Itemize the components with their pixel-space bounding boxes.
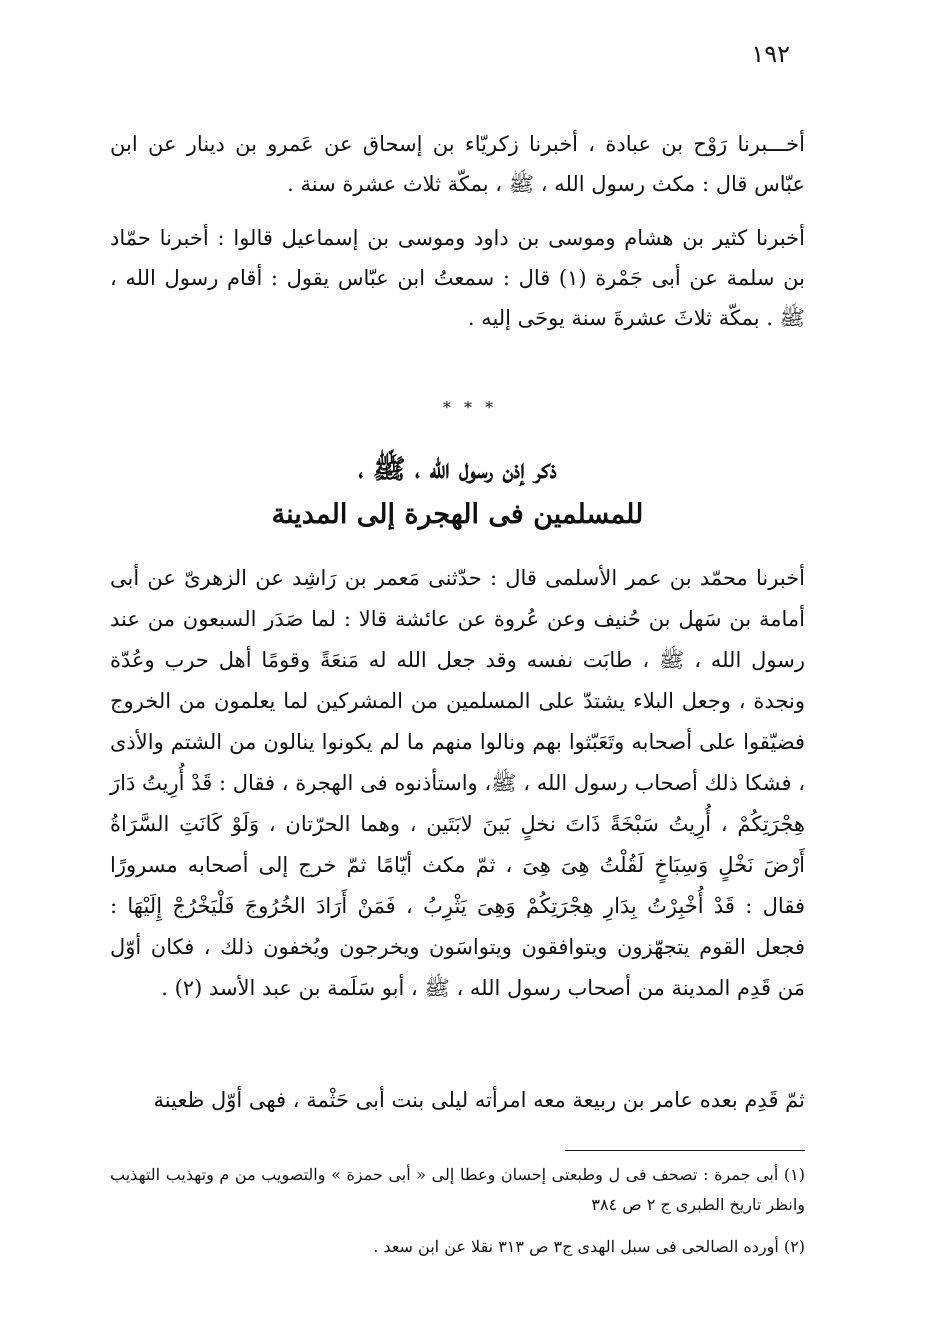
footnote-1: (١) أبى جمرة : تصحف فى ل وطبعتى إحسان وعطا إلى « أبى حمزة » والتصويب من م وتهذيب التهذيب وانظر تاريخ الطبرى ج ٢ ص ٣٨٤	[110, 1165, 805, 1214]
footnote-divider	[565, 1150, 805, 1151]
section-separator: * * *	[442, 398, 498, 417]
paragraph-revelation-in-mecca: أخبرنا كثير بن هشام وموسى بن داود وموسى بن إسماعيل قالوا : أخبرنا حمّاد بن سلمة عن أبى جَمْرة (١) قال : سمعتُ ابن عبّاس يقول : أقام رسول الله ، ﷺ . بمكّة ثلاثَ عشرةَ سنة يوحَى إليه .	[110, 226, 805, 330]
paragraph-ibn-abbas-thirteen-years: أخـــبرنا رَوْح بن عبادة ، أخبرنا زكريّاء بن إسحاق عن عَمرو بن دينار عن ابن عبّاس قال : مكث رسول الله ، ﷺ ، بمكّة ثلاث عشرة سنة .	[110, 132, 805, 196]
section-heading-line-2: للمسلمين فى الهجرة إلى المدينة	[271, 499, 644, 530]
paragraph-hijra-permission: أخبرنا محمّد بن عمر الأسلمى قال : حدّثنى مَعمر بن رَاشِد عن الزهرىّ عن أبى أمامة بن سَهل بن حُنيف وعن عُروة عن عائشة قالا : لما صَدَر السبعون من عند رسول الله ، ﷺ ، طابَت نفسه وقد جعل الله له مَنعَةً وقومًا أهل حرب وعُدّة ونجدة ، وجعل البلاء يشتدّ على المسلمين من المشركين لما يعلمون من الخروج فضيّقوا على أصحابه وتَعَبّثوا بهم ونالوا منهم ما لم يكونوا ينالون من الشتم والأذى ، فشكا ذلك أصحاب رسول الله ، ﷺ، واستأذنوه فى الهجرة ، فقال : قَدْ أُرِيتُ دَارَ هِجْرَتِكُمْ ، أُرِيتُ سَبْخَةً ذَاتَ نخلٍ بَينَ لابَتَين ، وهما الحرّتان ، وَلَوْ كَانَتِ السَّرَاةُ أَرْضَ نَخْلٍ وَسِبَاخٍ لَقُلْتُ هِىَ هِىَ ، ثمّ مكث أيّامًا ثمّ خرج إلى أصحابه مسرورًا فقال : قَدْ أُخْبِرْتُ بِدَارِ هِجْرَتِكُمْ وَهِىَ يَثْرِبُ ، فَمَنْ أَرَادَ الخُرُوجَ فَلْيَخْرُجْ إِلَيْهَا : فجعل القوم يتجهّزون ويتوافقون ويتواسَون ويخرجون ويُخفون ذلك ، فكان أوّل مَن قَدِم المدينة من أصحاب رسول الله ، ﷺ ، أبو سَلَمة بن عبد الأسد (٢) .	[110, 566, 805, 1000]
footnote-2: (٢) أورده الصالحى فى سبل الهدى ج٣ ص ٣١٣ نقلا عن ابن سعد .	[373, 1237, 805, 1256]
page-number: ١٩٢	[751, 40, 790, 68]
section-heading-line-1: ذكر إذن رسول الله ، ﷺ ،	[358, 454, 557, 485]
paragraph-amir-ibn-rabia: ثمّ قَدِم بعده عامر بن ربيعة معه امرأته ليلى بنت أبى حَثْمة ، فهى أوّل ظعينة	[153, 1088, 805, 1112]
